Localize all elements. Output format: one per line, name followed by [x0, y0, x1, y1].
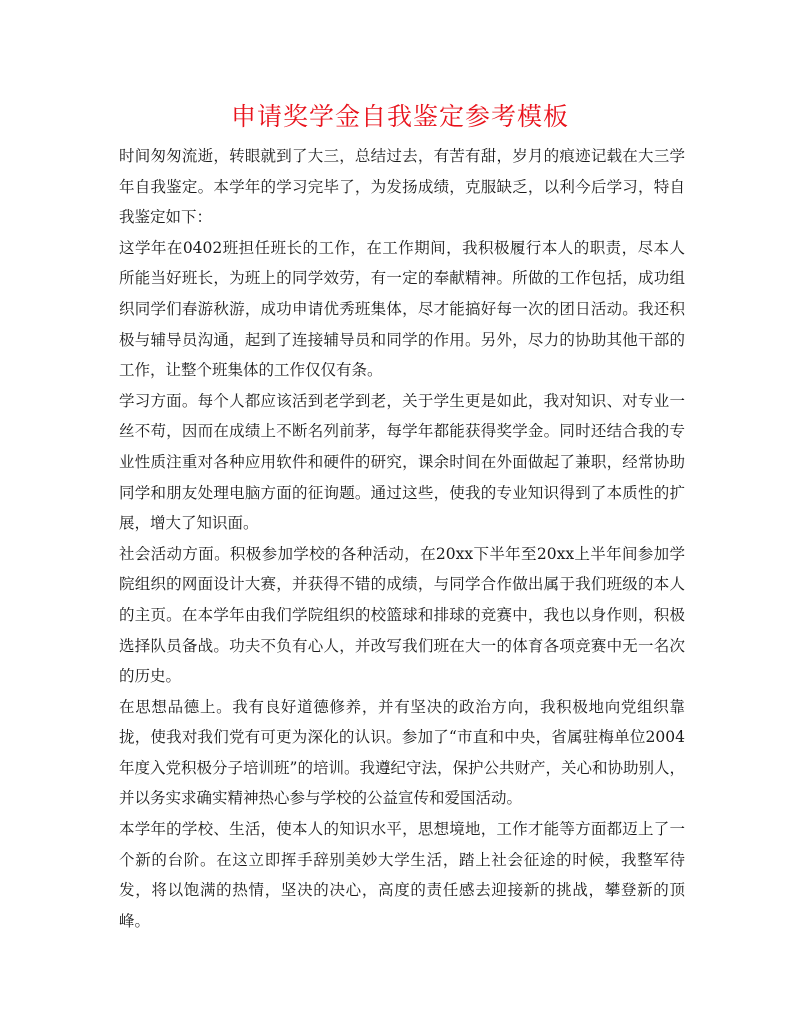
document-body [119, 141, 685, 936]
paragraph-class-monitor: 这学年在0402班担任班长的工作，在工作期间，我积极履行本人的职责，尽本人所能当好班长，为班上的同学效劳，有一定的奉献精神。所做的工作包括，成功组织同学们春游秋游，成功申请优秀班集体，尽才能搞好每一次的团日活动。我还积极与辅导员沟通，起到了连接辅导员和同学的作用。另外，尽力的协助其他干部的工作，让整个班集体的工作仅仅有条。 [119, 238, 685, 380]
document-title: 申请奖学金自我鉴定参考模板 [230, 102, 569, 131]
paragraph-conclusion: 本学年的学校、生活，使本人的知识水平，思想境地，工作才能等方面都迈上了一个新的台阶。在这立即挥手辞别美妙大学生活，踏上社会征途的时候，我整军待发，将以饱满的热情，坚决的决心，高度的责任感去迎接新的挑战，攀登新的顶峰。 [119, 820, 685, 930]
paragraph-ideology: 在思想品德上。我有良好道德修养，并有坚决的政治方向，我积极地向党组织靠拢，使我对我们党有可更为深化的认识。参加了“市直和中央，省属驻梅单位2004年度入党积极分子培训班”的培训。我遵纪守法，保护公共财产，关心和协助别人，并以务实求确实精神热心参与学校的公益宣传和爱国活动。 [119, 697, 685, 808]
paragraph-social-activities: 社会活动方面。积极参加学校的各种活动，在20xx下半年至20xx上半年间参加学院组织的网面设计大赛，并获得不错的成绩，与同学合作做出属于我们班级的本人的主页。在本学年由我们学院组织的校篮球和排球的竞赛中，我也以身作则，积极选择队员备战。功夫不负有心人，并改写我们班在大一的体育各项竞赛中无一名次的历史。 [119, 544, 685, 686]
paragraph-study: 学习方面。每个人都应该活到老学到老，关于学生更是如此，我对知识、对专业一丝不苟，因而在成绩上不断名列前茅，每学年都能获得奖学金。同时还结合我的专业性质注重对各种应用软件和硬件的研究，课余时间在外面做起了兼职，经常协助同学和朋友处理电脑方面的征询题。通过这些，使我的专业知识得到了本质性的扩展，增大了知识面。 [119, 391, 685, 533]
paragraph-intro: 时间匆匆流逝，转眼就到了大三，总结过去，有苦有甜，岁月的痕迹记载在大三学年自我鉴定。本学年的学习完毕了，为发扬成绩，克服缺乏，以利今后学习，特自我鉴定如下： [119, 147, 685, 227]
